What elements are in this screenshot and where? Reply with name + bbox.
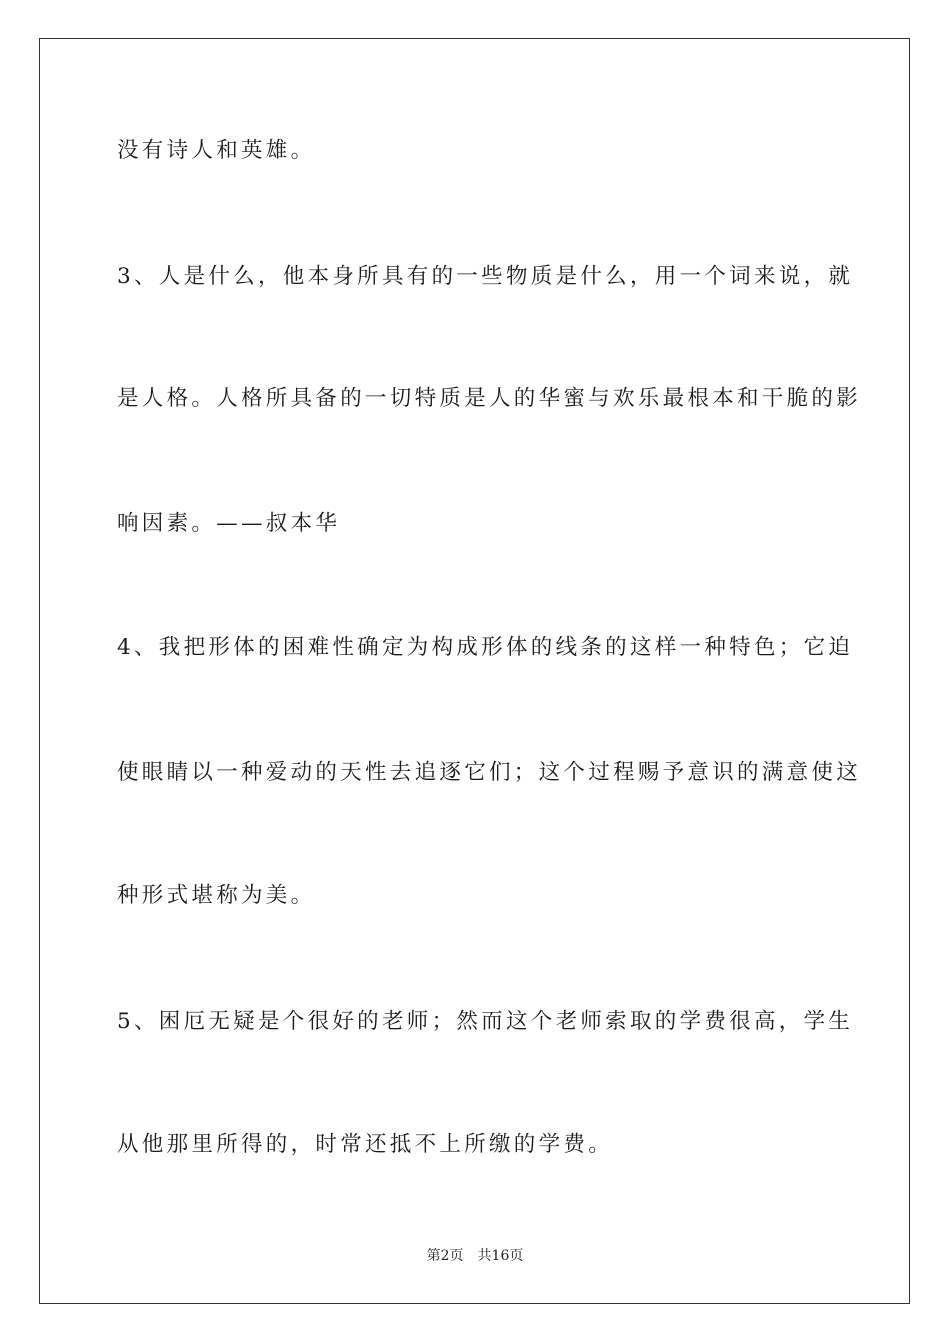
text-line: 3、人是什么，他本身所具有的一些物质是什么，用一个词来说，就 xyxy=(117,264,854,289)
page-number: 第2页 xyxy=(426,1248,464,1264)
text-line: 使眼睛以一种爱动的天性去追逐它们；这个过程赐予意识的满意使这 xyxy=(117,760,862,785)
text-line: 响因素。——叔本华 xyxy=(117,511,341,536)
text-line: 是人格。人格所具备的一切特质是人的华蜜与欢乐最根本和干脆的影 xyxy=(117,386,862,411)
page-footer xyxy=(0,1247,950,1265)
page-border xyxy=(39,38,910,1304)
page-total: 共16页 xyxy=(477,1248,524,1264)
text-line: 没有诗人和英雄。 xyxy=(117,138,316,163)
text-line: 5、困厄无疑是个很好的老师；然而这个老师索取的学费很高，学生 xyxy=(117,1009,854,1034)
text-line: 从他那里所得的，时常还抵不上所缴的学费。 xyxy=(117,1132,614,1157)
text-line: 种形式堪称为美。 xyxy=(117,883,316,908)
text-line: 4、我把形体的困难性确定为构成形体的线条的这样一种特色；它迫 xyxy=(117,635,854,660)
